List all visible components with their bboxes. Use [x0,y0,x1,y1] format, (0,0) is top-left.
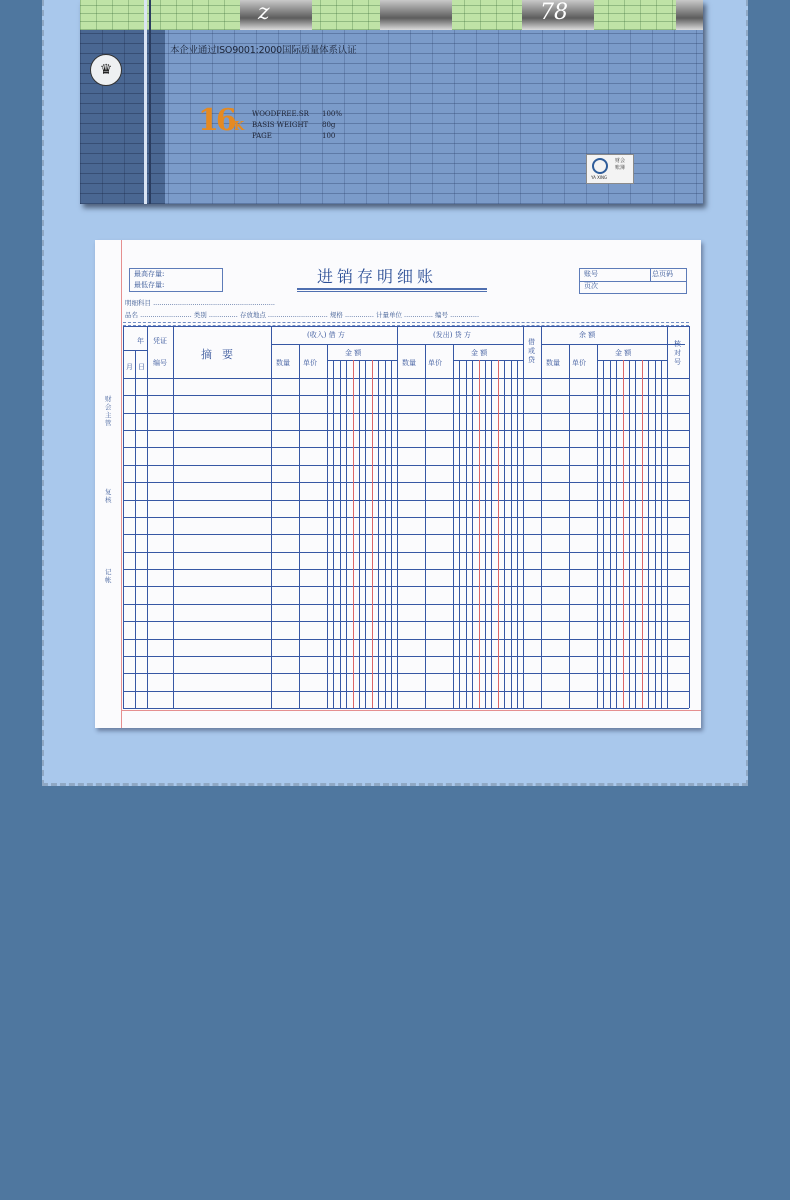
grid-vline [459,360,460,708]
stock-limit-box [129,268,223,292]
grid-vline [616,360,617,708]
grid-vline [271,326,272,708]
grid-vline [472,360,473,708]
grid-vline [517,360,518,708]
credit-header: (发出) 贷 方 [433,331,471,339]
grid-vline [661,360,662,708]
grid-vline [541,326,542,708]
spec-row [252,109,392,120]
grid-vline [623,360,624,708]
grid-vline [511,360,512,708]
grid-vline [135,350,136,708]
margin-line [121,710,701,711]
grid-vline [425,344,426,708]
grid-vline [466,360,467,708]
badge-text: 财会账簿 [615,158,626,171]
grid-vline [479,360,480,708]
cover-stripe [144,0,147,204]
balance-header: 余 额 [579,331,596,339]
grid-vline [340,360,341,708]
spec-value: 80g [322,121,336,129]
grid-vline [498,360,499,708]
grid-hline [123,350,147,351]
cover-stripe [149,0,151,204]
iso-certification-text: 本企业通过ISO9001:2000国际质量体系认证 [170,45,357,56]
grid-vline [491,360,492,708]
spec-value: 100% [322,110,343,118]
title-underline [297,291,487,292]
spec-label: 规格 [329,311,343,319]
subject-line: 明细科目 ........................................................... [125,299,275,307]
grid-vline [642,360,643,708]
spec-value: 100 [322,132,336,140]
grid-vline [353,360,354,708]
grid-hline [597,360,667,361]
location-label: 存放地点 [239,311,266,319]
grid-vline [147,326,148,708]
grid-hline [123,708,689,709]
grid-vline [397,326,398,708]
day-header: 日 [138,363,145,371]
brand-circle-icon [592,158,608,174]
subject-label: 明细科目 [125,299,151,307]
grid-vline [610,360,611,708]
max-stock-label: 最高存量: [134,270,165,278]
title-underline [297,288,487,290]
paper-specs [252,109,392,142]
grid-hline [541,344,685,345]
page-title: 进销存明细账 [317,267,438,286]
side-label: 记帐 [105,568,112,584]
quantity-header: 数量 [402,359,416,367]
dashed-divider [123,322,689,323]
cover-photo [676,0,703,30]
unit-price-header: 单价 [303,359,317,367]
cover-photo-text: 78 [540,0,568,25]
amount-header: 金 额 [471,349,488,357]
ledger-sheet [95,240,701,728]
grid-vline [597,344,598,708]
grid-vline [504,360,505,708]
badge-brand: YA XING [591,175,608,180]
grid-vline [359,360,360,708]
unit-price-header: 单价 [572,359,586,367]
grid-vline [333,360,334,708]
unit-price-header: 单价 [428,359,442,367]
grid-vline [378,360,379,708]
paper-size-number: 16 [198,103,234,138]
page-no-label: 页次 [584,282,598,290]
unit-label: 计量单位 [375,311,402,319]
summary-header: 摘要 [201,348,243,361]
cover-photo-text: z [258,0,270,25]
grid-vline [667,326,668,708]
grid-vline [635,360,636,708]
quantity-header: 数量 [276,359,290,367]
spec-label: BASIS WEIGHT [252,121,309,129]
category-label: 类别 [193,311,207,319]
spec-row [252,120,392,131]
page-number-box [579,268,687,294]
voucher-no-header: 编号 [153,359,167,367]
check-header: 核对号 [674,340,681,366]
account-no-label: 账号 [584,270,598,278]
grid-vline [299,344,300,708]
amount-header: 金 额 [615,349,632,357]
item-info-line: 品名 ......................... 类别 .............. 存放地点 ............................. 规格 .............. 计量单位 .............. 编号 .............. [125,311,480,319]
grid-hline [123,326,689,327]
grid-vline [385,360,386,708]
grid-vline [485,360,486,708]
spec-label: WOODFREE.SR [252,110,309,118]
side-label: 复核 [105,488,112,504]
voucher-header: 凭证 [153,337,167,345]
grid-vline [689,326,690,708]
paper-size-label [198,103,244,138]
grid-vline [346,360,347,708]
paper-size-unit: K [233,119,245,133]
grid-vline [569,344,570,708]
grid-hline [327,360,397,361]
ledger-grid [123,326,689,708]
grid-hline [397,344,523,345]
debit-header: (收入) 借 方 [307,331,345,339]
code-label: 编号 [435,311,449,319]
grid-vline [173,326,174,708]
grid-vline [523,326,524,708]
side-label: 财会主管 [105,395,112,427]
margin-line [121,240,122,728]
grid-vline [391,360,392,708]
quantity-header: 数量 [546,359,560,367]
grid-vline [648,360,649,708]
cover-photo [522,0,594,30]
spec-row [252,131,392,142]
grid-vline [655,360,656,708]
grid-vline [629,360,630,708]
cover-spine [80,30,165,204]
grid-hline [271,344,397,345]
grid-vline [372,360,373,708]
brand-badge [586,154,634,184]
box-divider [650,269,651,281]
grid-hline [453,360,523,361]
spec-label: PAGE [252,132,272,140]
month-header: 月 [126,363,133,371]
ledger-book-cover [80,0,703,204]
item-name-label: 品名 [125,311,138,319]
grid-vline [327,344,328,708]
min-stock-label: 最低存量: [134,281,165,289]
year-header: 年 [137,337,144,345]
grid-vline [365,360,366,708]
debit-or-credit-header: 借或贷 [528,338,535,364]
brand-logo-icon: ♛ [90,54,122,86]
total-page-label: 总页码 [652,270,673,278]
box-divider [580,281,686,282]
cover-photo [380,0,452,30]
grid-vline [603,360,604,708]
cover-photo [240,0,312,30]
amount-header: 金 额 [345,349,362,357]
grid-vline [453,344,454,708]
